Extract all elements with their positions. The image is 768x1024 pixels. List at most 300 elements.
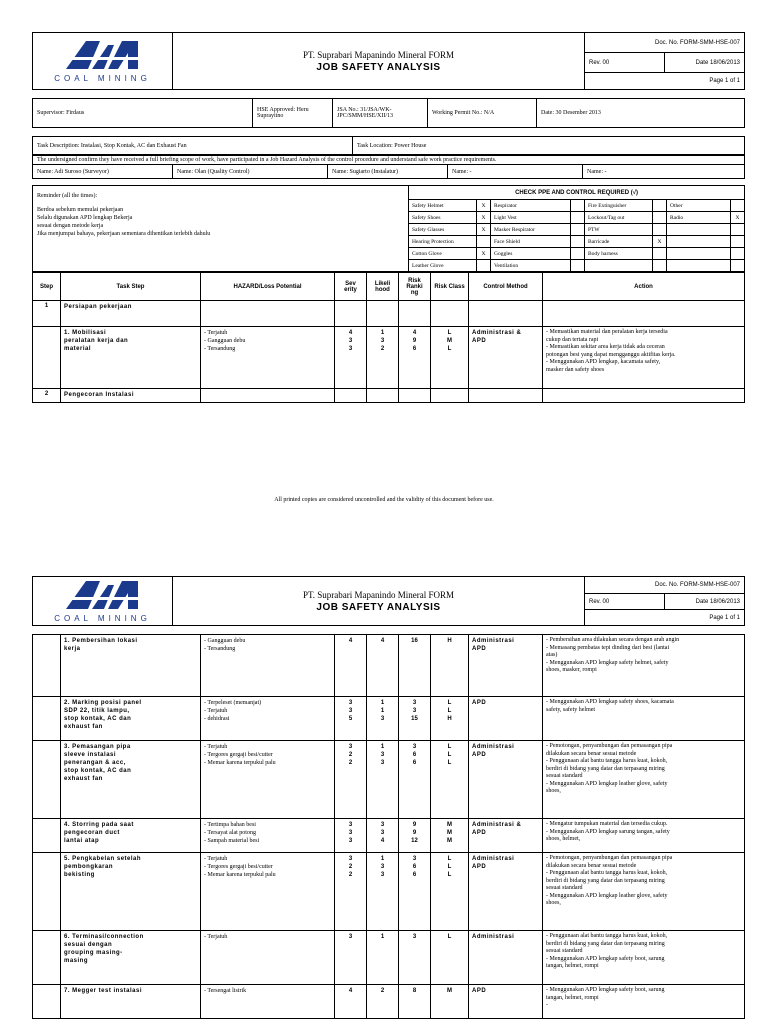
risk-class-line: H	[447, 716, 452, 722]
action-line: - Menggunakan APD lengkap safety shoes, kacamata	[546, 699, 674, 705]
confirm-text: The undersigned confirm they have received a full briefing scope of work, have participated in a Job Hazard Analysis of the control procedure and understand safe work practice requirements.	[33, 156, 745, 165]
control-method	[469, 697, 543, 741]
risk-ranking-line: 3	[412, 934, 417, 940]
reminder-box	[33, 186, 409, 272]
control-method-line: Administrasi &	[472, 822, 522, 828]
likelihood-line: 1	[380, 700, 385, 706]
likelihood-line: 2	[380, 988, 385, 994]
risk-ranking-line: 6	[412, 872, 417, 878]
form-page-2	[32, 576, 744, 1019]
risk-class	[431, 635, 469, 697]
doc-number: Doc. No. FORM-SMM-HSE-007	[585, 577, 745, 594]
risk-ranking-line: 6	[412, 760, 417, 766]
table-row	[33, 819, 745, 853]
hazard	[201, 301, 335, 327]
table-row	[33, 697, 745, 741]
ppe-item: Light Vest	[491, 212, 571, 224]
task-info	[32, 136, 745, 155]
ppe-item: Goggles	[491, 248, 571, 260]
control-method-line: APD	[472, 338, 487, 344]
action-line: shoes,	[546, 900, 561, 906]
ppe-check	[571, 236, 585, 248]
severity	[335, 819, 367, 853]
task-step-line: material	[64, 346, 92, 352]
hazard-line: - Terjatuh	[204, 330, 228, 336]
action-line: shoes, helmet,	[546, 836, 581, 842]
severity	[335, 741, 367, 819]
risk-ranking	[399, 635, 431, 697]
task-step-line: 7. Megger test instalasi	[64, 988, 143, 994]
step-number	[33, 819, 61, 853]
ppe-item: Ventilation	[491, 260, 571, 272]
hazard	[201, 819, 335, 853]
action-line: tangan, helmet, rompi	[546, 963, 599, 969]
reminder-line: Berdoa sebelum memulai pekerjaan	[37, 207, 124, 213]
ppe-item: Barricade	[585, 236, 653, 248]
severity-line: 4	[348, 330, 353, 336]
risk-class	[431, 853, 469, 931]
ppe-item	[667, 224, 731, 236]
risk-class-line: L	[447, 700, 452, 706]
risk-ranking-line: 3	[412, 708, 417, 714]
risk-ranking-line: 4	[412, 330, 417, 336]
action-line: sesuai standard	[546, 773, 583, 779]
hazard-line: - Tersandung	[204, 646, 236, 652]
ppe-item: Safety Shoes	[409, 212, 477, 224]
hazard-line: - Terpeleset (memanjat)	[204, 700, 262, 706]
action-line: - Penggunaan alat bantu tangga harus kuat, kokoh,	[546, 758, 668, 764]
severity-line: 2	[348, 760, 353, 766]
risk-ranking-line: 12	[411, 838, 418, 844]
action-line: - Menggunakan APD lengkap sarung tangan, safety	[546, 828, 670, 835]
control-method	[469, 301, 543, 327]
likelihood-line: 3	[380, 716, 385, 722]
severity-line: 3	[348, 830, 353, 836]
severity-line: 2	[348, 752, 353, 758]
likelihood-line: 2	[380, 346, 385, 352]
page-number: Page 1 of 1	[585, 610, 745, 626]
severity-line: 3	[348, 838, 353, 844]
action-line: - Menggunakan APD lengkap safety boot, sarung	[546, 987, 665, 993]
risk-ranking-line: 6	[412, 346, 417, 352]
action-line: - Memastikan material dan peralatan kerja tersedia	[546, 329, 668, 335]
risk-ranking	[399, 741, 431, 819]
doc-date: Date 18/06/2013	[665, 593, 745, 610]
hazard-line: - Terjatuh	[204, 744, 228, 750]
step-number	[33, 697, 61, 741]
severity	[335, 389, 367, 403]
risk-class-line: L	[447, 856, 452, 862]
likelihood	[367, 697, 399, 741]
likelihood	[367, 389, 399, 403]
task-step-line: Persiapan pekerjaan	[64, 304, 132, 310]
control-method-line: APD	[472, 646, 487, 652]
action-line: - Penggunaan alat bantu tangga harus kuat, kokoh,	[546, 933, 668, 939]
logo-graphic-icon	[58, 579, 148, 609]
control-method	[469, 741, 543, 819]
ppe-check: X	[477, 200, 491, 212]
ppe-item: Fire Extinguisher	[585, 200, 653, 212]
risk-class-line: M	[447, 822, 452, 828]
ppe-check	[571, 212, 585, 224]
risk-class	[431, 327, 469, 389]
risk-class-line: M	[447, 338, 452, 344]
likelihood	[367, 327, 399, 389]
company-logo	[33, 33, 173, 90]
hazard-line: - Gangguan debu	[204, 338, 246, 344]
table-row	[33, 853, 745, 931]
risk-ranking	[399, 853, 431, 931]
task-step-line: stop kontak, AC dan	[64, 716, 132, 722]
task-description: Task Description: Instalasi, Stop Kontak, AC dan Exhaust Fan	[33, 137, 353, 155]
briefing-confirmation	[32, 155, 745, 179]
step-number: 1	[33, 301, 61, 327]
likelihood-line: 3	[380, 338, 385, 344]
action-line: cukup dan tertata rapi	[546, 336, 599, 343]
action	[543, 635, 745, 697]
likelihood-line: 4	[380, 638, 385, 644]
company-logo	[33, 577, 173, 626]
task-step-line: penerangan & acc,	[64, 760, 126, 766]
ppe-check: X	[731, 212, 745, 224]
reminder-line: Selalu digunakan APD lengkap Bekerja	[37, 215, 133, 221]
ppe-item: Other	[667, 200, 731, 212]
task-step	[61, 931, 201, 985]
action-line: - Menggunakan APD lengkap safety boot, sarung	[546, 955, 665, 962]
task-step	[61, 853, 201, 931]
severity	[335, 327, 367, 389]
hazard-line: - Tersayat alat potong	[204, 830, 256, 836]
risk-class-line: L	[447, 934, 452, 940]
jsa-info	[32, 98, 745, 128]
action-line: berdiri di bidang yang datar dan terpasang miring	[546, 877, 665, 884]
action	[543, 985, 745, 1019]
risk-ranking	[399, 931, 431, 985]
likelihood	[367, 985, 399, 1019]
risk-ranking-line: 3	[412, 744, 417, 750]
risk-ranking	[399, 327, 431, 389]
risk-class	[431, 819, 469, 853]
likelihood-line: 1	[380, 708, 385, 714]
hazard-line: - Tersandung	[204, 346, 236, 352]
risk-class-line: H	[447, 638, 452, 644]
action-line: shoes, masker, rompi	[546, 667, 597, 673]
action-line: - Memastikan sekitar area kerja tidak ada ceceran	[546, 344, 665, 350]
hazard-line: - Gangguan debu	[204, 638, 246, 644]
table-row	[33, 741, 745, 819]
risk-ranking-line: 3	[412, 856, 417, 862]
action-line: - Pembersihan area dilakukan secara dengan arah angin	[546, 637, 680, 643]
ppe-checklist	[32, 185, 745, 272]
control-method	[469, 819, 543, 853]
likelihood-line: 3	[380, 864, 385, 870]
ppe-check	[731, 248, 745, 260]
step-number: 2	[33, 389, 61, 403]
task-step	[61, 327, 201, 389]
ppe-item: Safety Glasses	[409, 224, 477, 236]
action-line: sesuai standard	[546, 885, 583, 891]
action-line: - Menggunakan APD lengkap, kacamata safety,	[546, 359, 661, 365]
action	[543, 389, 745, 403]
risk-class-line: L	[447, 708, 452, 714]
task-step-line: pembongkaran	[64, 864, 114, 870]
ppe-check: X	[477, 212, 491, 224]
control-method	[469, 931, 543, 985]
ppe-item	[667, 248, 731, 260]
signatory-name: Name: Sugiarto (Instalatur)	[328, 165, 448, 179]
task-step	[61, 985, 201, 1019]
risk-ranking-line: 9	[412, 338, 417, 344]
risk-class-line: L	[447, 752, 452, 758]
ppe-check	[653, 248, 667, 260]
task-step-line: sesuai dengan	[64, 942, 113, 948]
step-number	[33, 327, 61, 389]
col-severity: Sev erity	[335, 273, 367, 301]
action-line: shoes,	[546, 788, 561, 794]
form-title-block	[173, 33, 585, 90]
hazard	[201, 327, 335, 389]
severity-line: 3	[348, 700, 353, 706]
ppe-item: Hearing Protection	[409, 236, 477, 248]
risk-class-line: L	[447, 864, 452, 870]
action-line: berdiri di bidang yang datar dan terpasang miring	[546, 940, 665, 947]
action-line: masker dan safety shoes	[546, 366, 605, 373]
task-step-line: grouping masing-	[64, 950, 123, 956]
reminder-line: Jika menjumpai bahaya, pekerjaan sementara dihentikan terlebih dahulu	[37, 231, 211, 237]
ppe-check	[653, 212, 667, 224]
ppe-check	[731, 224, 745, 236]
table-row	[33, 301, 745, 327]
permit-number: Working Permit No.: N/A	[428, 99, 537, 128]
hazard-line: - Tertimpa bahan besi	[204, 822, 256, 828]
task-step-line: 4. Storring pada saat	[64, 822, 134, 828]
severity	[335, 931, 367, 985]
supervisor: Supervisor: Firdaus	[33, 99, 253, 128]
action-line: potongan besi yang dapat mengganggu aktifitas kerja.	[546, 351, 676, 358]
hazard-line: - Tergores gergaji besi/cutter	[204, 864, 273, 870]
ppe-item: PTW	[585, 224, 653, 236]
ppe-item	[667, 260, 731, 272]
hazard-line: - dehidrasi	[204, 716, 230, 722]
col-risk-class: Risk Class	[431, 273, 469, 301]
control-method-line: APD	[472, 830, 487, 836]
risk-ranking-line: 15	[411, 716, 418, 722]
risk-ranking-line: 6	[412, 864, 417, 870]
table-row	[33, 635, 745, 697]
control-method-line: Administrasi	[472, 744, 515, 750]
task-step-line: exhaust fan	[64, 724, 103, 730]
action-line: - Menggunakan APD lengkap leather glove, safety	[546, 892, 668, 899]
task-step-line: 3. Pemasangan pipa	[64, 744, 131, 750]
risk-ranking-line: 6	[412, 752, 417, 758]
hazard	[201, 741, 335, 819]
severity-line: 4	[348, 638, 353, 644]
likelihood	[367, 931, 399, 985]
task-step-line: sleeve instalasi	[64, 752, 117, 758]
company-name: PT. Suprabari Mapanindo Mineral FORM	[302, 589, 455, 600]
hazard	[201, 389, 335, 403]
ppe-item: Masker Respirator	[491, 224, 571, 236]
severity-line: 2	[348, 872, 353, 878]
risk-ranking-line: 8	[412, 988, 417, 994]
likelihood	[367, 819, 399, 853]
task-step	[61, 389, 201, 403]
task-step	[61, 697, 201, 741]
reminder-line: sesuai dengan metode kerja	[37, 223, 104, 229]
task-step-line: pengecoran duct	[64, 830, 120, 836]
risk-ranking	[399, 985, 431, 1019]
likelihood-line: 3	[380, 822, 385, 828]
action	[543, 301, 745, 327]
action	[543, 931, 745, 985]
col-risk-ranking: Risk Ranki ng	[399, 273, 431, 301]
severity-line: 3	[348, 744, 353, 750]
col-step: Step	[33, 273, 61, 301]
col-task-step: Task Step	[61, 273, 201, 301]
table-row	[33, 985, 745, 1019]
action-line: berdiri di bidang yang datar dan terpasang miring	[546, 765, 665, 772]
hazard-line: - Memar karena terpukul palu	[204, 872, 276, 878]
table-row	[33, 931, 745, 985]
task-step-line: lantai atap	[64, 838, 100, 844]
step-number	[33, 985, 61, 1019]
form-title: JOB SAFETY ANALYSIS	[316, 61, 441, 73]
hazard	[201, 853, 335, 931]
task-step-line: 2. Marking posisi panel	[64, 700, 142, 706]
hazard	[201, 931, 335, 985]
risk-ranking	[399, 389, 431, 403]
action-line: - Memasang pembatas tepi dinding dari besi (lantai	[546, 644, 670, 651]
action-line: safety, safety helmet	[546, 706, 596, 713]
task-step-line: bekisting	[64, 872, 95, 878]
risk-class-line: L	[447, 744, 452, 750]
likelihood-line: 3	[380, 830, 385, 836]
risk-ranking-line: 9	[412, 822, 417, 828]
severity-line: 3	[348, 708, 353, 714]
control-method	[469, 327, 543, 389]
task-step	[61, 819, 201, 853]
risk-class	[431, 931, 469, 985]
ppe-item: Lockout/Tag out	[585, 212, 653, 224]
signatory-name: Name: Olan (Quality Control)	[173, 165, 328, 179]
column-headers	[33, 273, 745, 301]
logo-text: COAL MINING	[54, 614, 151, 623]
risk-class-line: L	[447, 346, 452, 352]
doc-date: Date 18/06/2013	[665, 53, 745, 73]
action-line: - Mengatur tumpukan material dan tersedia cukup.	[546, 821, 668, 827]
hse-approved: HSE Approved: Heru Suprayitno	[253, 99, 333, 128]
risk-class	[431, 301, 469, 327]
likelihood	[367, 635, 399, 697]
task-step	[61, 741, 201, 819]
control-method	[469, 985, 543, 1019]
task-location: Task Location: Power House	[353, 137, 745, 155]
step-number	[33, 931, 61, 985]
severity	[335, 635, 367, 697]
task-step-line: SDP 22, titik lampu,	[64, 708, 130, 714]
ppe-check: X	[653, 236, 667, 248]
ppe-check	[731, 200, 745, 212]
logo-graphic-icon	[58, 39, 148, 69]
action-line: tangan, helmet, rompi	[546, 994, 599, 1001]
ppe-header: CHECK PPE AND CONTROL REQUIRED (√)	[409, 186, 745, 200]
hazard-line: - Tersengat listrik	[204, 988, 247, 994]
hazard-line: - Terjatuh	[204, 708, 228, 714]
ppe-check	[731, 260, 745, 272]
severity-line: 3	[348, 822, 353, 828]
action-line: dilakukan secara benar sesuai metode	[546, 862, 637, 869]
likelihood-line: 3	[380, 760, 385, 766]
signatory-name: Name: Adi Suroso (Surveyor)	[33, 165, 173, 179]
action	[543, 741, 745, 819]
ppe-item	[667, 236, 731, 248]
ppe-item: Face Shield	[491, 236, 571, 248]
task-step-line: 1. Mobilisasi	[64, 330, 107, 336]
control-method-line: APD	[472, 988, 487, 994]
action-line: - Pemotongan, penyambungan dan pemasangan pipa	[546, 743, 673, 749]
ppe-item: Leather Glove	[409, 260, 477, 272]
action-line: atas)	[546, 652, 558, 658]
action	[543, 853, 745, 931]
ppe-check	[571, 260, 585, 272]
likelihood-line: 4	[380, 838, 385, 844]
form-header	[32, 576, 745, 626]
likelihood-line: 3	[380, 872, 385, 878]
risk-ranking	[399, 697, 431, 741]
ppe-check	[731, 236, 745, 248]
task-step-line: kerja	[64, 646, 81, 652]
risk-ranking-line: 9	[412, 830, 417, 836]
form-title: JOB SAFETY ANALYSIS	[316, 601, 441, 613]
ppe-check: X	[477, 248, 491, 260]
severity-line: 2	[348, 864, 353, 870]
task-step-line: peralatan kerja dan	[64, 338, 129, 344]
task-step-line: 6. Terminasi/connection	[64, 934, 144, 940]
severity-line: 5	[348, 716, 353, 722]
risk-ranking-line: 3	[412, 700, 417, 706]
hazard	[201, 985, 335, 1019]
likelihood-line: 1	[380, 856, 385, 862]
col-action: Action	[543, 273, 745, 301]
risk-class-line: M	[447, 988, 452, 994]
control-method-line: Administrasi	[472, 638, 515, 644]
doc-number: Doc. No. FORM-SMM-HSE-007	[585, 33, 745, 53]
severity-line: 4	[348, 988, 353, 994]
step-number	[33, 741, 61, 819]
action-line: sesuai standard	[546, 948, 583, 954]
action-line: - Penggunaan alat bantu tangga harus kuat, kokoh,	[546, 870, 668, 876]
severity-line: 3	[348, 338, 353, 344]
signatory-name: Name: -	[448, 165, 583, 179]
ppe-item	[585, 260, 653, 272]
severity-line: 3	[348, 934, 353, 940]
uncontrolled-copy-note: All printed copies are considered uncontrolled and the validity of this document before use.	[274, 497, 494, 503]
risk-ranking-line: 16	[411, 638, 418, 644]
severity-line: 3	[348, 346, 353, 352]
risk-class-line: M	[447, 830, 452, 836]
likelihood-line: 1	[380, 330, 385, 336]
hazard-line: - Sampah material besi	[204, 838, 260, 844]
severity	[335, 301, 367, 327]
action-line: -	[546, 1002, 548, 1008]
control-method-line: Administrasi &	[472, 330, 522, 336]
severity	[335, 985, 367, 1019]
severity	[335, 853, 367, 931]
hazard-line: - Tergores gergaji besi/cutter	[204, 752, 273, 758]
task-step-line: 1. Pembersihan lokasi	[64, 638, 138, 644]
risk-class-line: M	[447, 838, 452, 844]
signatory-name: Name: -	[583, 165, 745, 179]
